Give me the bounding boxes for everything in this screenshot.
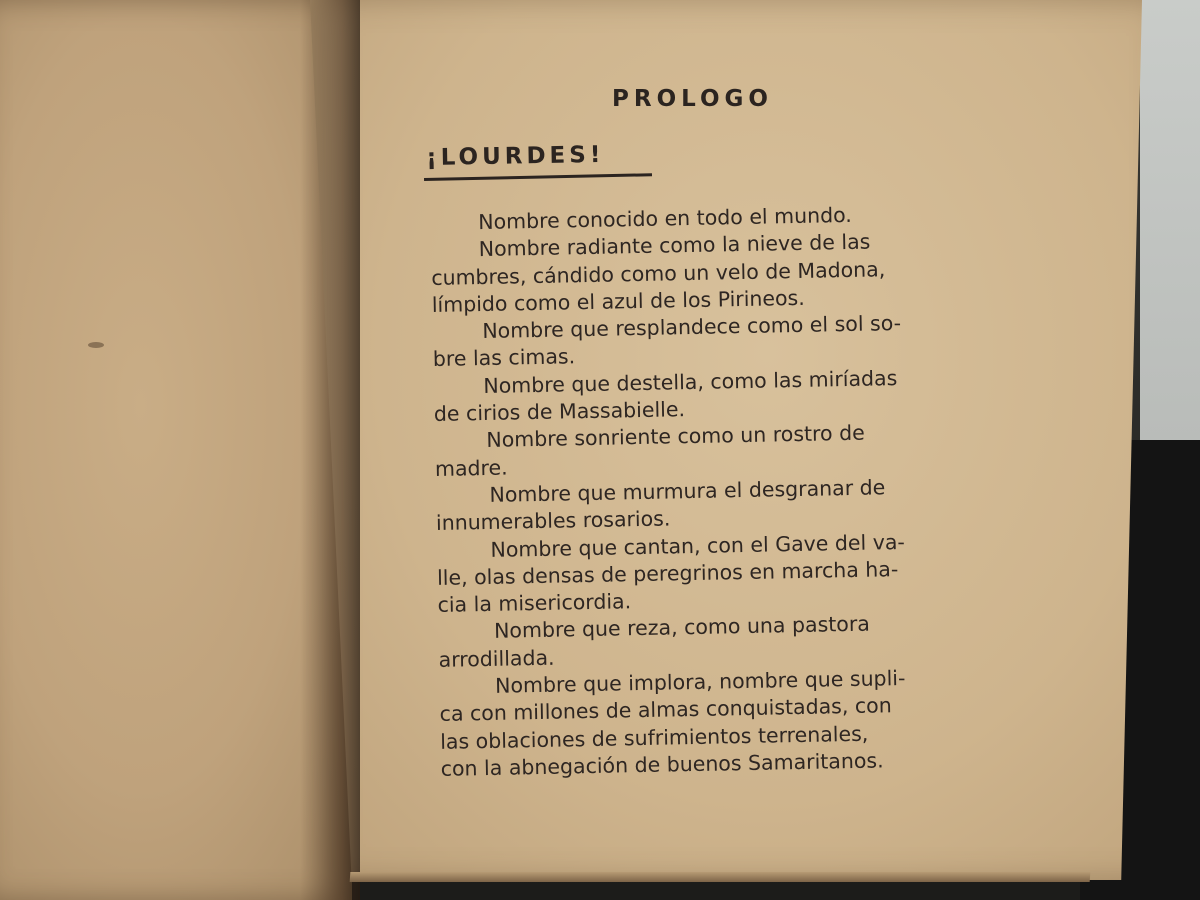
text-line: Nombre que cantan, con el Gave del va- xyxy=(490,529,906,562)
text-line: Nombre que destella, como las miríadas xyxy=(483,365,898,398)
text-line: Nombre que resplandece como el sol so- xyxy=(482,311,902,344)
text-line: con la abnegación de buenos Samaritanos. xyxy=(440,748,884,781)
text-line: bre las cimas. xyxy=(432,344,576,372)
paper-speck xyxy=(88,342,104,348)
text-line: Nombre sonriente como un rostro de xyxy=(486,421,865,453)
text-line: las oblaciones de sufrimientos terrenales, xyxy=(439,721,869,754)
page-edge xyxy=(350,872,1091,882)
text-line: cumbres, cándido como un velo de Madona, xyxy=(431,256,886,290)
text-line: Nombre que murmura el desgranar de xyxy=(489,475,886,507)
text-line: innumerables rosarios. xyxy=(435,506,671,536)
text-line: Nombre que reza, como una pastora xyxy=(493,612,871,644)
chapter-heading: PROLOGO xyxy=(612,86,773,112)
text-line: Nombre que implora, nombre que supli- xyxy=(494,666,906,698)
text-line: Nombre conocido en todo el mundo. xyxy=(478,202,853,235)
section-title: ¡LOURDES! xyxy=(426,141,605,171)
text-line: cia la misericordia. xyxy=(437,589,632,618)
prologue-text xyxy=(430,198,1041,783)
background-wall xyxy=(1140,0,1200,440)
book-gutter xyxy=(300,0,360,900)
text-line: Nombre radiante como la nieve de las xyxy=(478,229,871,262)
text-line: ca con millones de almas conquistadas, con xyxy=(439,693,892,727)
text-line: madre. xyxy=(434,455,508,481)
text-line: de cirios de Massabielle. xyxy=(433,397,686,427)
text-line: lle, olas densas de peregrinos en marcha ha- xyxy=(436,556,899,590)
text-line: arrodillada. xyxy=(438,645,555,672)
text-line: límpido como el azul de los Pirineos. xyxy=(431,285,805,317)
